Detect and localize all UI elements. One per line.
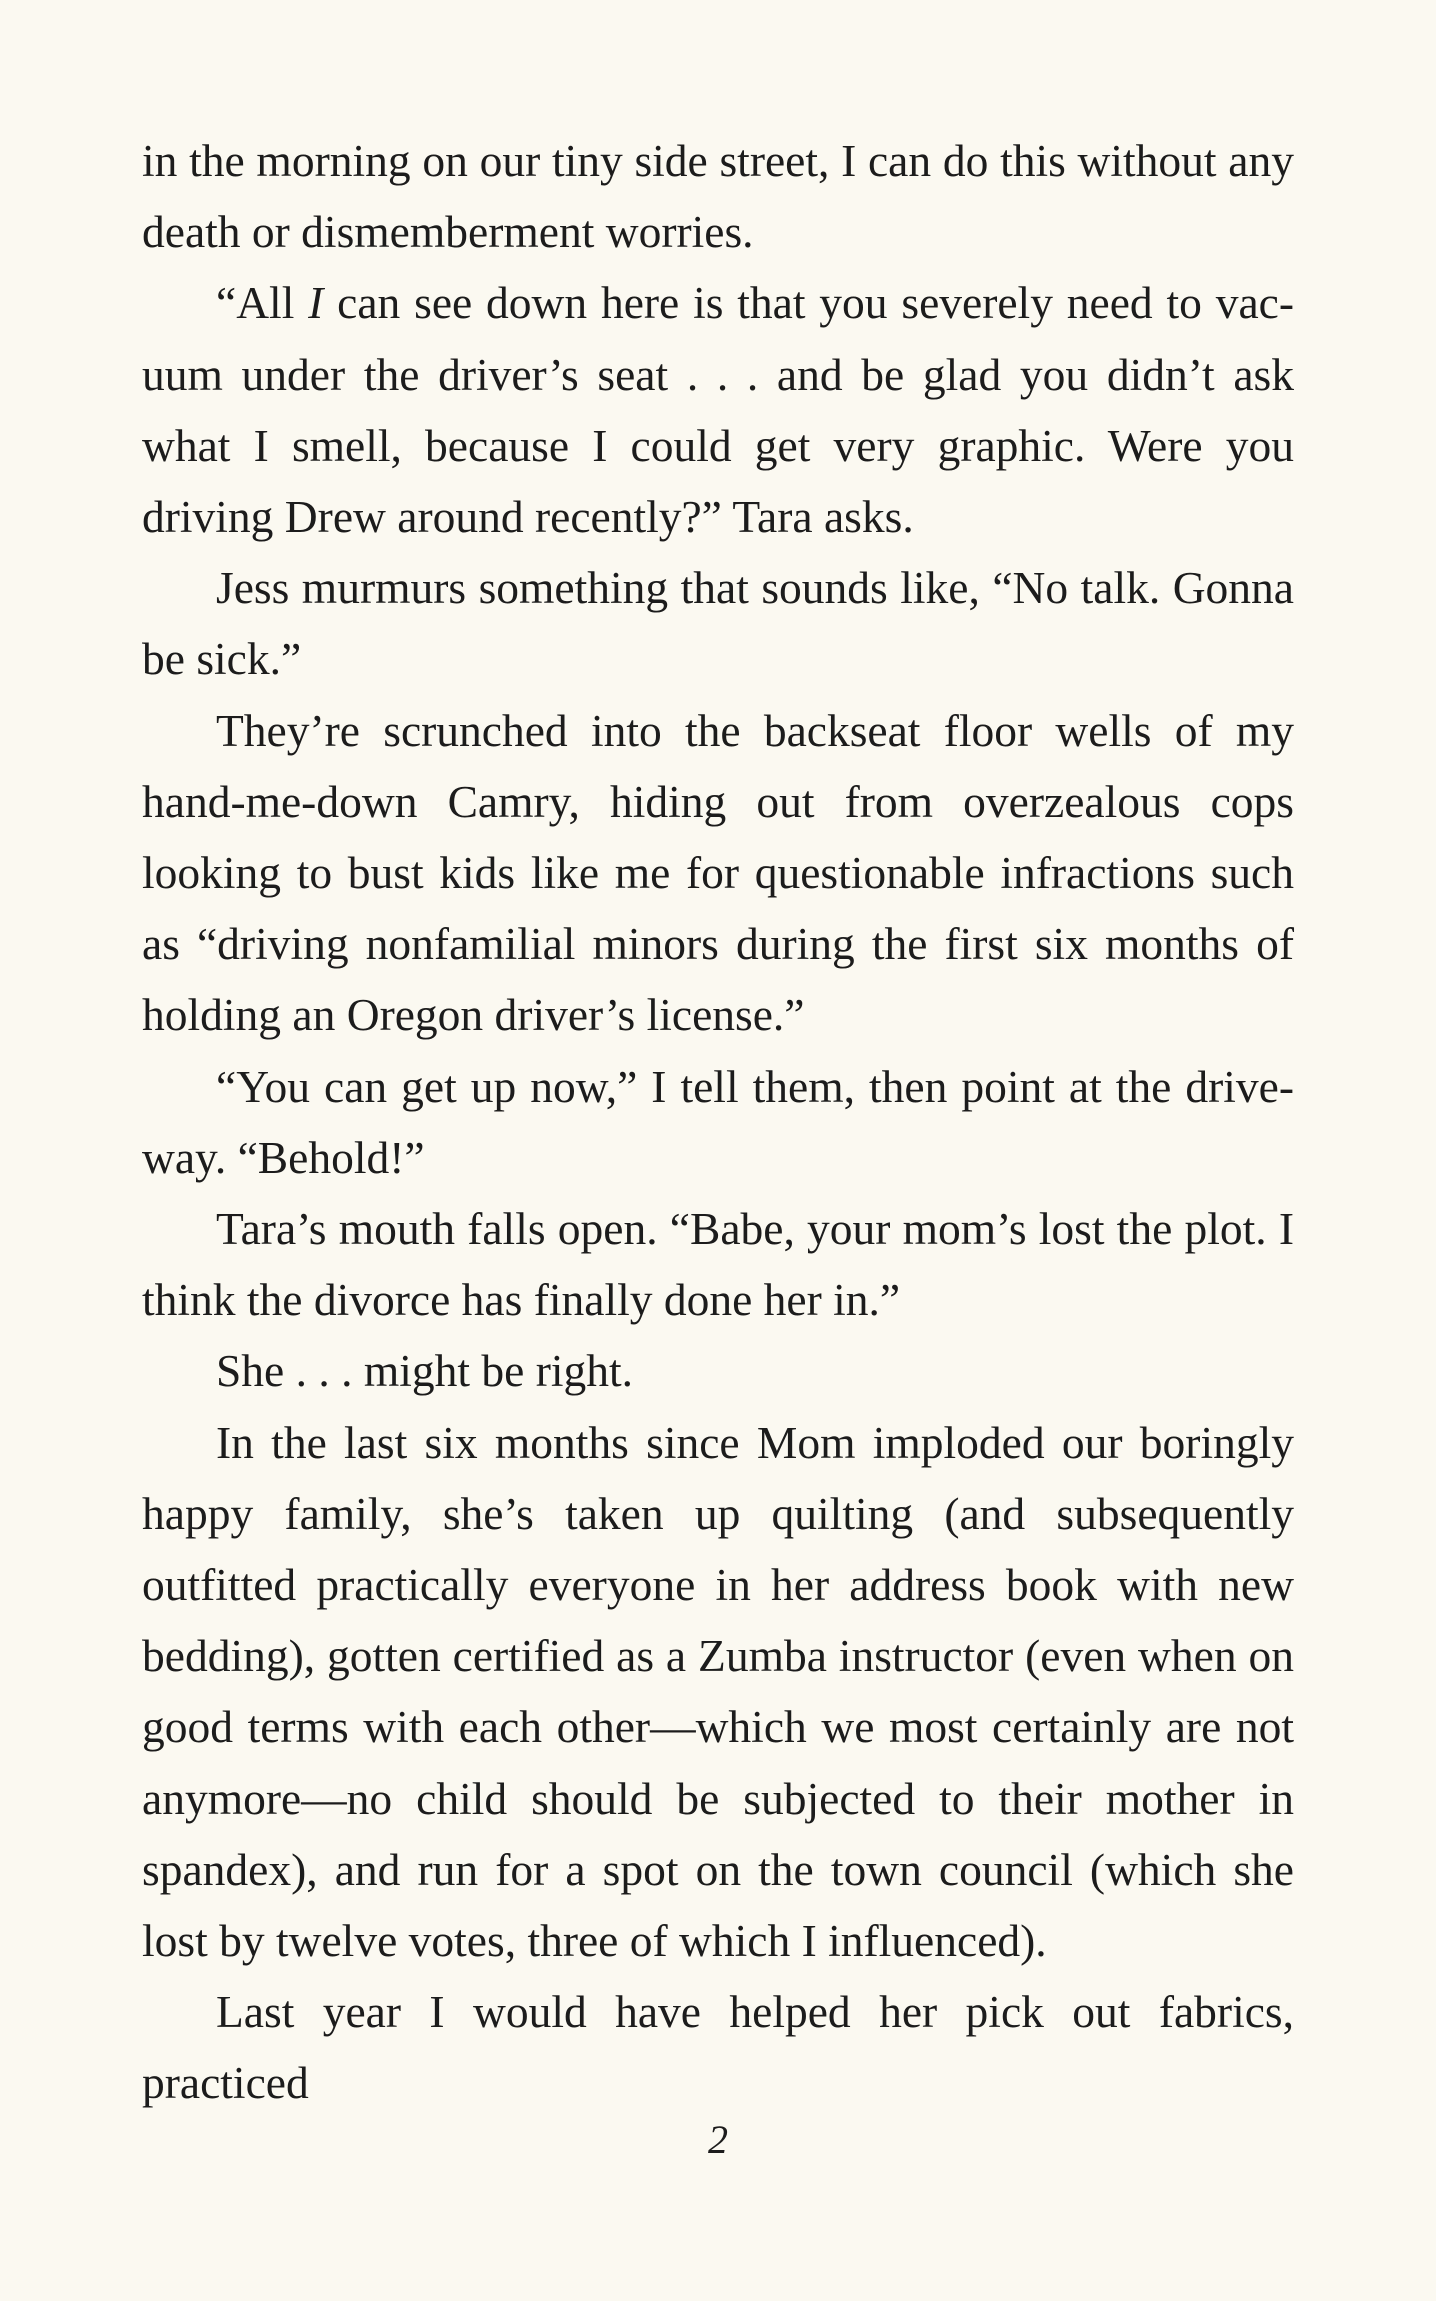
paragraph-2-start: “All	[216, 277, 309, 329]
paragraph-2-rest: can see down here is that you severely need to vacuum under the driver’s seat . . . and be glad you didn’t ask what I smell, because I could get very graphic. Were you driving Drew around recently?” Tara asks.	[142, 277, 1294, 543]
paragraph-1: in the morning on our tiny side street, I can do this without any death or dismemberment worries.	[142, 135, 1294, 258]
paragraph-4: They’re scrunched into the backseat floor wells of my hand-me-down Camry, hiding out from overzealous cops looking to bust kids like me for questionable infractions such as “driving nonfamilial minors during the first six months of holding an Oregon driver’s license.”	[142, 704, 1294, 1041]
paragraph-6: Tara’s mouth falls open. “Babe, your mom’s lost the plot. I think the divorce has finally done her in.”	[142, 1203, 1294, 1326]
paragraph-5: “You can get up now,” I tell them, then point at the driveway. “Behold!”	[142, 1060, 1294, 1183]
paragraph-9: Last year I would have helped her pick out fabrics, practiced	[142, 1986, 1294, 2109]
paragraph-8: In the last six months since Mom imploded our boringly happy family, she’s taken up quilting (and subsequently outfitted practically everyone in her address book with new bedding), gotten certified as a Zumba instructor (even when on good terms with each other—which we most certainly are not anymore—no child should be subjected to their mother in spandex), and run for a spot on the town council (which she lost by twelve votes, three of which I influenced).	[142, 1416, 1294, 1967]
paragraph-7: She . . . might be right.	[216, 1345, 634, 1397]
paragraph-2-italic-word: I	[308, 277, 324, 329]
body-text	[142, 125, 1294, 2119]
page-number: 2	[708, 2117, 728, 2162]
paragraph-2	[142, 267, 1294, 552]
paragraph-3: Jess murmurs something that sounds like, “No talk. Gonna be sick.”	[142, 562, 1294, 685]
